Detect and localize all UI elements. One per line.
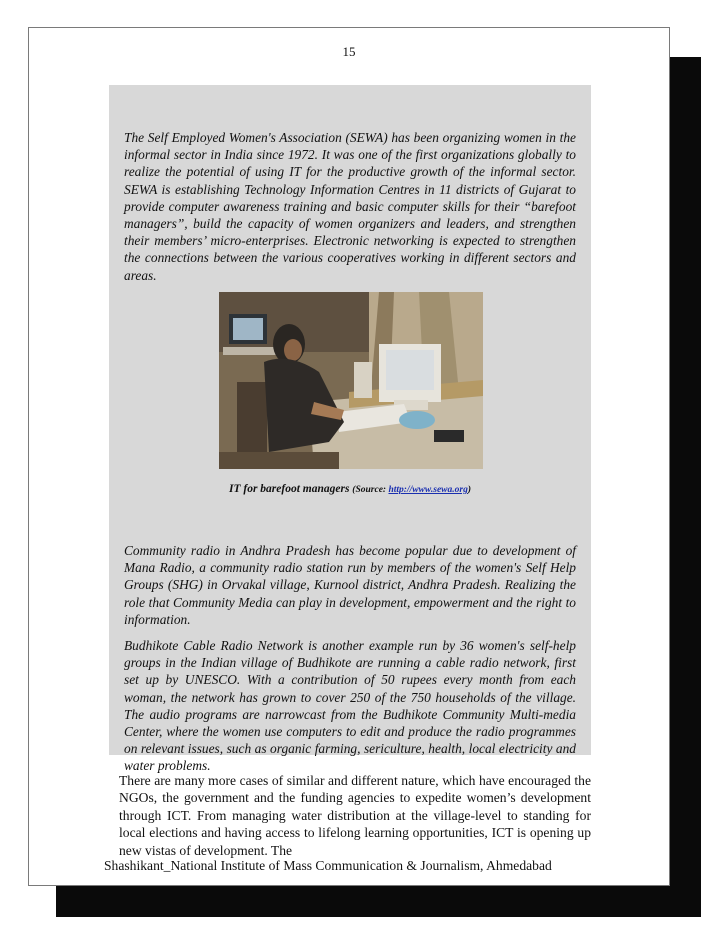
caption-source-label: Source:	[355, 485, 387, 495]
budhikote-paragraph: Budhikote Cable Radio Network is another example run by 36 women's self-help groups in the Indian village of Budhikote are running a cable radio network, first set up by UNESCO. With a contribution of 50 rupees every month from each woman, the network has grown to cover 250 of the 750 households of the village. The audio programs are narrowcast from the Budhikote Community Multi-media Center, where the women use computers to edit and produce the radio programmes on relevant issues, such as organic farming, sericulture, health, local electricity and water problems.	[124, 638, 576, 774]
community-radio-paragraph: Community radio in Andhra Pradesh has become popular due to development of Mana Radio, a community radio station run by members of the women's Self Help Groups (SHG) in Orvakal village, Kurnool district, Andhra Pradesh. Realizing the role that Community Media can play in development, empowerment and the right to information.	[124, 543, 576, 627]
document-page	[28, 27, 670, 886]
photo-illustration	[219, 292, 483, 469]
sewa-paragraph: The Self Employed Women's Association (SEWA) has been organizing women in the informal sector in India since 1972. It was one of the first organizations globally to realize the potential of using IT for the productive growth of the informal sector. SEWA is establishing Technology Information Centres in 11 districts of Gujarat to provide computer awareness training and basic computer skills for their “barefoot managers”, build the capacity of women organizers and leaders, and strengthen their members’ micro-enterprises. Electronic networking is expected to strengthen the connections between the various cooperatives working in different sectors and areas.	[124, 130, 576, 283]
body-paragraph: There are many more cases of similar and different nature, which have encouraged the NGOs, the government and the funding agencies to expedite women’s development through ICT. From managing water distribution at the village-level to standing for local elections and having access to lifelong learning opportunities, ICT is opening up new vistas of development. The	[119, 773, 591, 858]
photo-caption	[109, 483, 591, 495]
page-footer: Shashikant_National Institute of Mass Communication & Journalism, Ahmedabad	[104, 858, 552, 873]
sewa-link[interactable]: http://www.sewa.org	[388, 485, 468, 495]
barefoot-managers-photo	[219, 292, 483, 469]
caption-title: IT for barefoot managers	[228, 483, 350, 495]
page-number: 15	[342, 44, 356, 59]
highlight-box	[109, 85, 591, 774]
caption-source: (Source: http://www.sewa.org)	[352, 485, 471, 495]
